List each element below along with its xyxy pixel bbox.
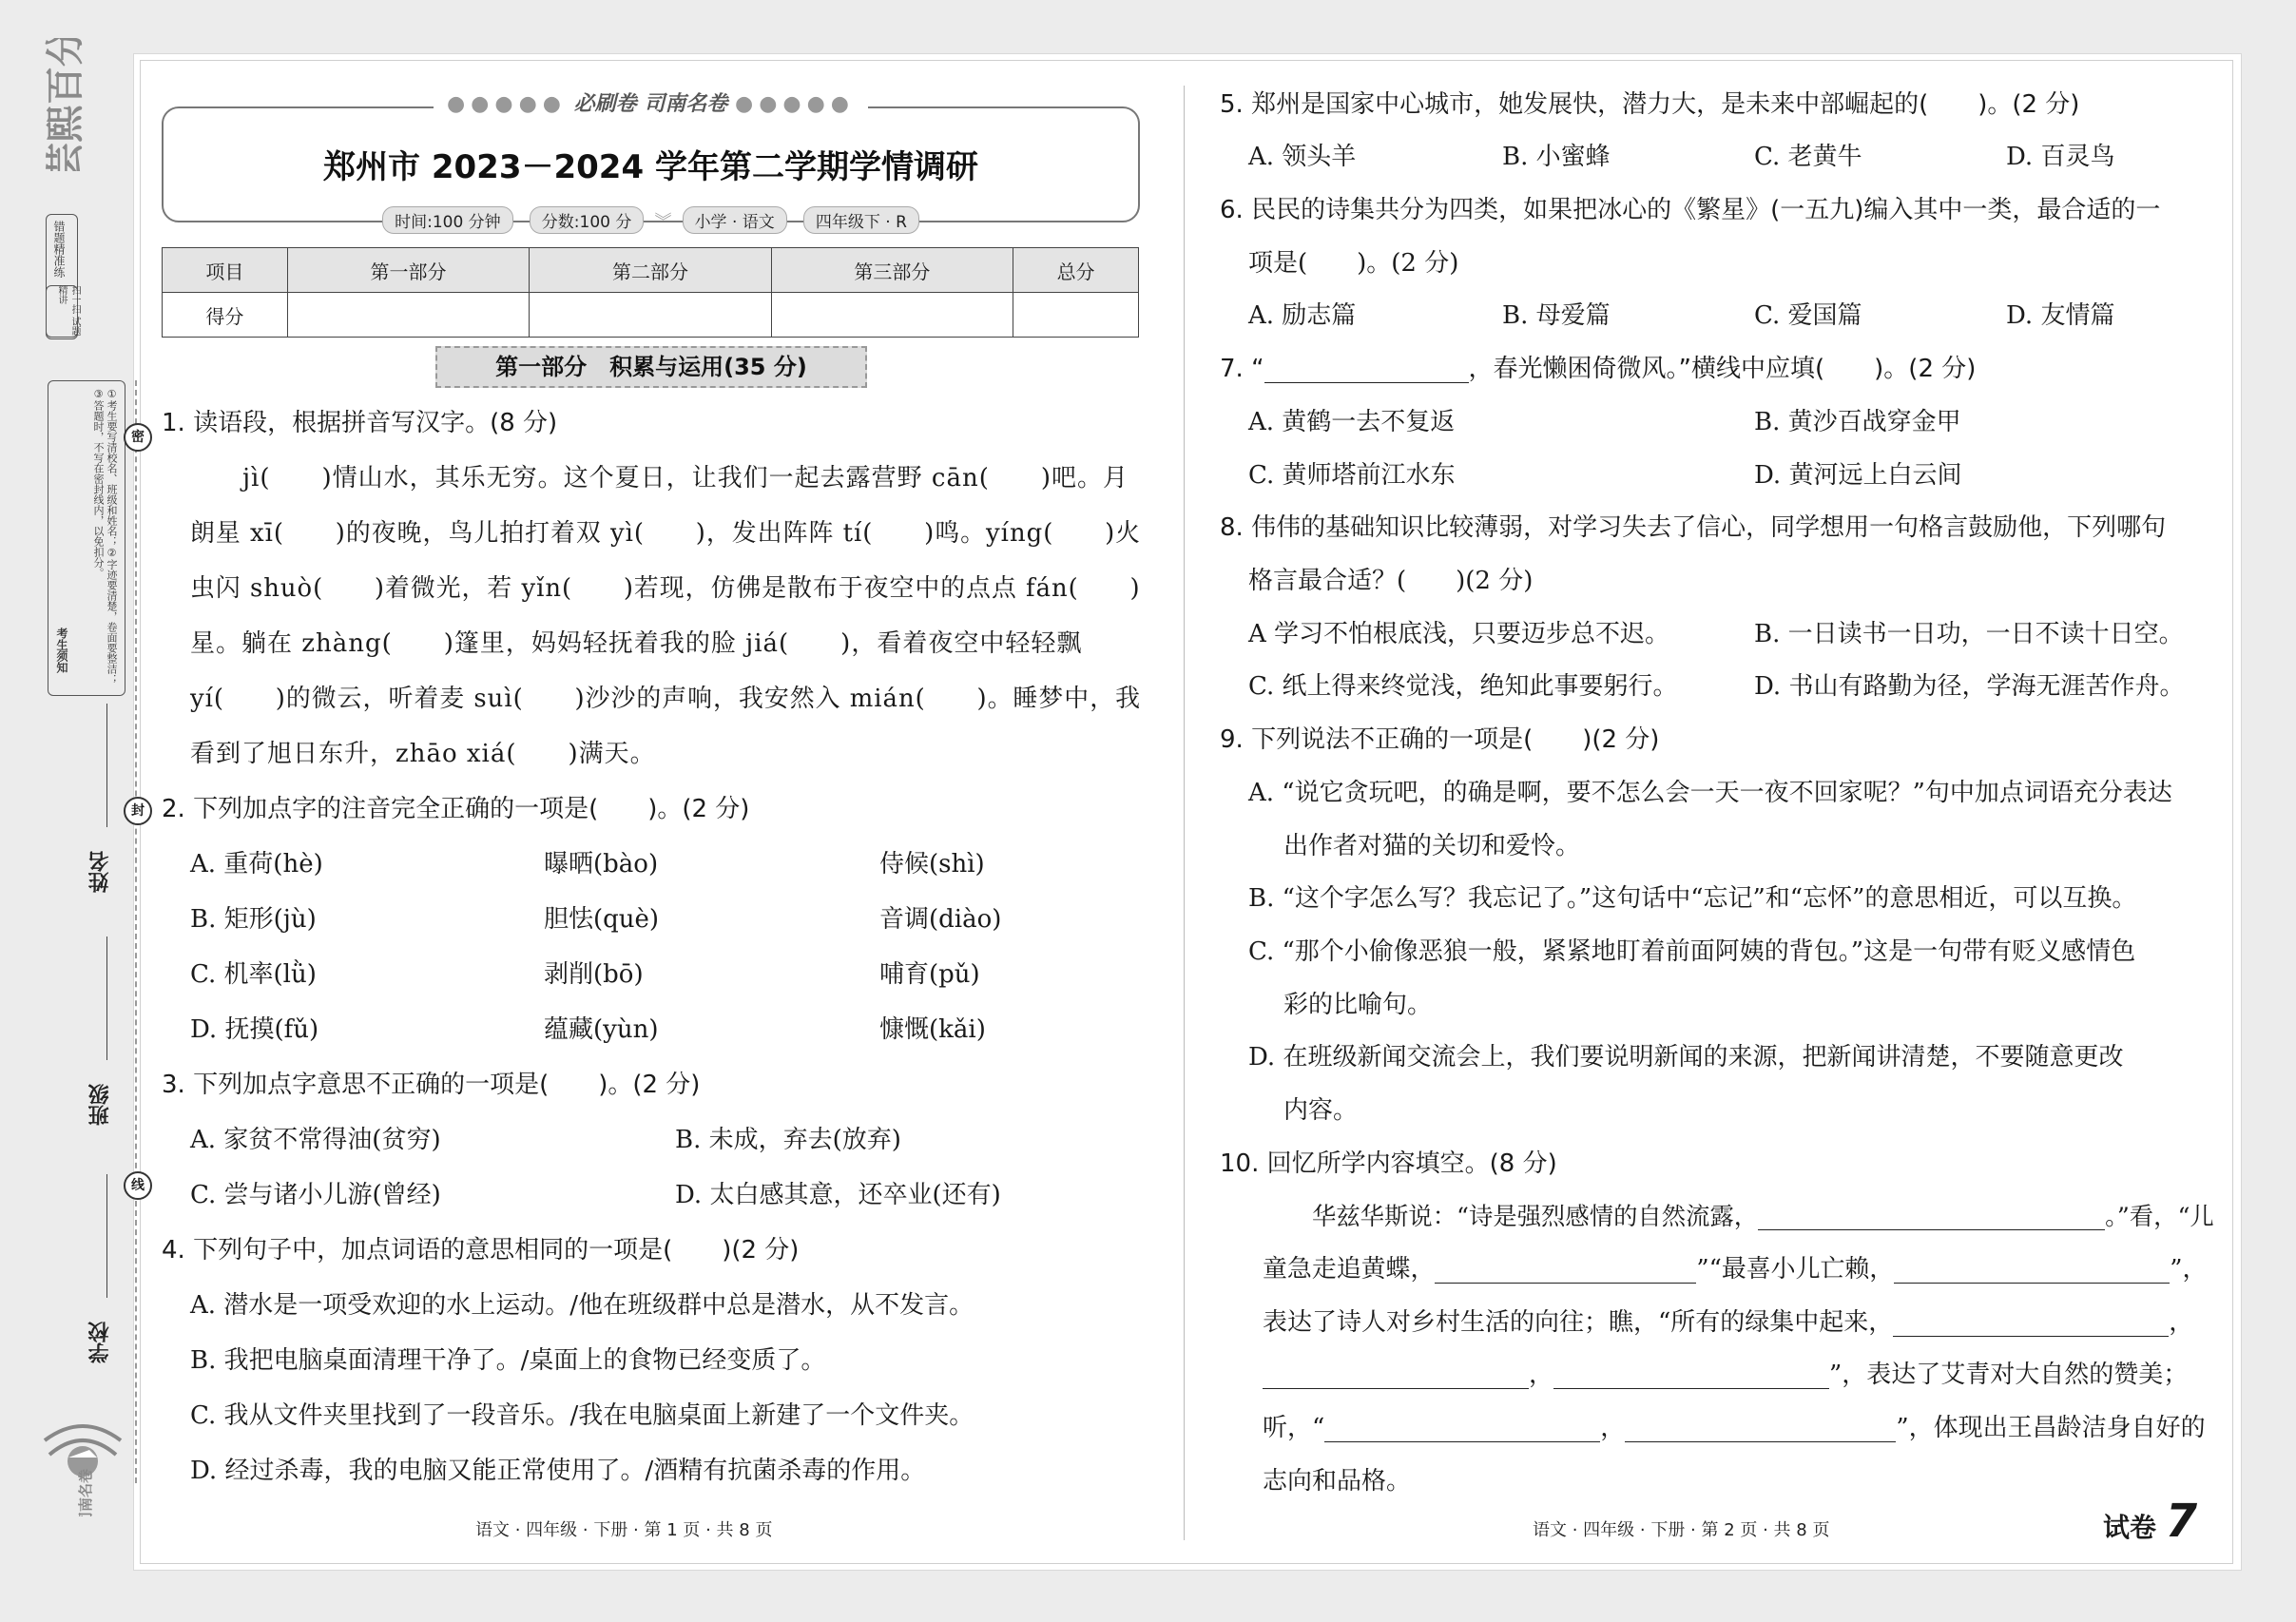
table-header: 项目: [163, 248, 288, 293]
question-10: 10. 回忆所学内容填空。(8 分): [1220, 1149, 1557, 1178]
q6-option: C. 爱国篇: [1754, 301, 1862, 330]
table-header: 第三部分: [771, 248, 1013, 293]
q6-option: B. 母爱篇: [1502, 301, 1611, 330]
brand-logo-label: 司南名卷: [644, 92, 728, 116]
school-label: 学校: [88, 1322, 112, 1363]
question-9: 9. 下列说法不正确的一项是( )(2 分): [1220, 725, 1660, 754]
column-divider: [1184, 86, 1185, 1540]
seal-line: [135, 380, 137, 1483]
q5-option: A. 领头羊: [1248, 143, 1357, 171]
q3-option-a: A. 家贫不常得油(贫穷): [190, 1126, 441, 1154]
q5-option: D. 百灵鸟: [2006, 143, 2115, 171]
class-label: 班级: [88, 1084, 112, 1126]
class-line: [106, 937, 107, 1060]
score-pill: 分数:100 分: [530, 206, 645, 234]
footer-page-2: 语文 · 四年级 · 下册 · 第 2 页 · 共 8 页: [1533, 1520, 1830, 1540]
seal-mark-feng: 封: [124, 797, 152, 825]
school-line: [106, 1174, 107, 1298]
seal-mark-xian: 线: [124, 1171, 152, 1200]
q10-text: ，: [1600, 1414, 1626, 1442]
q5-option: B. 小蜜蜂: [1502, 143, 1611, 171]
q10-line-1: [1312, 1202, 2214, 1230]
q10-blank-8[interactable]: [1625, 1417, 1896, 1442]
q2-option: 慷慨(kǎi): [879, 1015, 986, 1044]
q10-text: ”“最喜小儿亡赖，: [1696, 1255, 1895, 1284]
q8-option-d: D. 书山有路勤为径，学海无涯苦作舟。: [1754, 672, 2185, 701]
q8-option-a: A 学习不怕根底浅，只要迈步总不迟。: [1248, 620, 1670, 648]
q7-option-c: C. 黄师塔前江水东: [1248, 461, 1456, 490]
q9-option-c-cont: 彩的比喻句。: [1283, 991, 1433, 1019]
q10-line-3: [1263, 1308, 2193, 1337]
q6-option: D. 友情篇: [2006, 301, 2115, 330]
score-cell[interactable]: [771, 293, 1013, 338]
q1-line-1: jì( )情山水，其乐无穷。这个夏日，让我们一起去露营野 cān( )吧。月: [242, 464, 1129, 492]
question-8: 8. 伟伟的基础知识比较薄弱，对学习失去了信心，同学想用一句格言鼓励他，下列哪句: [1220, 513, 2167, 542]
q9-option-d-cont: 内容。: [1283, 1096, 1359, 1125]
question-2: 2. 下列加点字的注音完全正确的一项是( )。(2 分): [162, 795, 750, 823]
q9-option-d: D. 在班级新闻交流会上，我们要说明新闻的来源，把新闻讲清楚，不要随意更改: [1248, 1043, 2124, 1072]
table-row-label: 得分: [163, 293, 288, 338]
paper-label: 试卷: [2103, 1512, 2157, 1543]
subject-pill: 小学 · 语文: [683, 206, 787, 234]
q10-text: ”，表达了艾青对大自然的赞美；: [1829, 1361, 2189, 1389]
q4-option-a: A. 潜水是一项受欢迎的水上运动。/他在班级群中总是潜水，从不发言。: [190, 1291, 974, 1320]
q2-option: 剥削(bō): [544, 960, 644, 989]
q10-blank-1[interactable]: [1758, 1205, 2105, 1230]
question-1: 1. 读语段，根据拼音写汉字。(8 分): [162, 409, 558, 437]
q10-text: ，: [2169, 1308, 2194, 1337]
q8-option-c: C. 纸上得来终觉浅，绝知此事要躬行。: [1248, 672, 1678, 701]
footer-page-1: 语文 · 四年级 · 下册 · 第 1 页 · 共 8 页: [475, 1520, 773, 1540]
q10-blank-7[interactable]: [1324, 1417, 1600, 1442]
header-banner: ●●●●● 必刷卷 司南名卷 ●●●●●: [164, 87, 1138, 117]
notice-text: ①考生要写清校名、班级和姓名；②字迹要清楚，卷面要整洁；③答题时，不写在密封线内，以免扣分。: [92, 388, 118, 685]
question-6-cont: 项是( )。(2 分): [1248, 249, 1459, 278]
q7-prefix: 7. “: [1220, 355, 1264, 383]
table-header: 第一部分: [287, 248, 529, 293]
q9-option-c: C. “那个小偷像恶狼一般，紧紧地盯着前面阿姨的背包。”这是一句带有贬义感情色: [1248, 937, 2136, 966]
q10-line-4: [1263, 1361, 2188, 1389]
score-cell[interactable]: [1013, 293, 1139, 338]
time-pill: 时间:100 分钟: [382, 206, 513, 234]
score-cell[interactable]: [287, 293, 529, 338]
q2-option: D. 抚摸(fǔ): [190, 1015, 319, 1044]
q10-text: 童急走追黄蝶，: [1263, 1255, 1436, 1284]
q10-text: 表达了诗人对乡村生活的向往；瞧，“所有的绿集中起来，: [1263, 1308, 1894, 1337]
q10-text: 华兹华斯说：“诗是强烈感情的自然流露，: [1312, 1202, 1759, 1230]
q10-blank-4[interactable]: [1893, 1311, 2169, 1337]
q2-option: A. 重荷(hè): [190, 850, 323, 879]
exam-title: 郑州市 2023－2024 学年第二学期学情调研: [323, 148, 978, 186]
q7-option-b: B. 黄沙百战穿金甲: [1754, 408, 1961, 436]
q5-option: C. 老黄牛: [1754, 143, 1862, 171]
q7-option-a: A. 黄鹤一去不复返: [1248, 408, 1456, 436]
q9-option-a: A. “说它贪玩吧，的确是啊，要不怎么会一天一夜不回家呢？”句中加点词语充分表达: [1248, 779, 2172, 807]
chevron-icon: ︾: [654, 212, 672, 232]
brand-logo: [32, 38, 127, 171]
q10-text: ，: [1529, 1361, 1554, 1389]
table-header: 总分: [1013, 248, 1139, 293]
q2-option: 哺育(pǔ): [879, 960, 980, 989]
q2-option: 侍候(shì): [879, 850, 985, 879]
q3-option-c: C. 尝与诸小儿游(曾经): [190, 1181, 441, 1209]
q2-option: B. 矩形(jù): [190, 905, 317, 934]
qr-box-mistake-text: 错题精准练: [52, 221, 66, 278]
q10-text: 听，“: [1263, 1414, 1325, 1442]
score-cell[interactable]: [530, 293, 771, 338]
brand-text: 芸熙百分: [44, 38, 87, 171]
q10-blank-3[interactable]: [1894, 1258, 2170, 1284]
q7-suffix: ，春光懒困倚微风。”横线中应填( )。(2 分): [1468, 355, 1977, 383]
q4-option-d: D. 经过杀毒，我的电脑又能正常使用了。/酒精有抗菌杀毒的作用。: [190, 1457, 926, 1485]
q2-option: C. 机率(lǜ): [190, 960, 317, 989]
q4-option-c: C. 我从文件夹里找到了一段音乐。/我在电脑桌面上新建了一个文件夹。: [190, 1401, 974, 1430]
qr-box-scan-text: 扫一扫 试题精讲: [56, 285, 80, 337]
paper-number: [2103, 1495, 2197, 1548]
paper-no-value: 7: [2165, 1495, 2198, 1548]
q10-line-2: [1263, 1255, 2207, 1284]
q10-line-5: [1263, 1414, 2206, 1442]
seal-mark-mi: 密: [124, 423, 152, 452]
question-4: 4. 下列句子中，加点词语的意思相同的一项是( )(2 分): [162, 1236, 800, 1265]
publisher-logo: [40, 1402, 125, 1516]
q10-blank-5[interactable]: [1263, 1363, 1529, 1389]
exam-header: [162, 92, 1140, 232]
q1-line-6: 看到了旭日东升，zhāo xiá( )满天。: [190, 740, 656, 768]
score-table: [162, 247, 1139, 338]
q2-option: 音调(diào): [879, 905, 1002, 934]
q6-option: A. 励志篇: [1248, 301, 1357, 330]
exam-meta: [164, 206, 1138, 234]
q10-blank-6[interactable]: [1553, 1363, 1829, 1389]
q8-option-b: B. 一日读书一日功，一日不读十日空。: [1754, 620, 2184, 648]
q9-option-b: B. “这个字怎么写？我忘记了。”这句话中“忘记”和“忘怀”的意思相近，可以互换。: [1248, 884, 2137, 913]
name-label: 姓名: [88, 851, 112, 893]
question-5: 5. 郑州是国家中心城市，她发展快，潜力大，是未来中部崛起的( )。(2 分): [1220, 90, 2080, 119]
question-8-cont: 格言最合适？( )(2 分): [1248, 567, 1534, 595]
q10-text: ”，体现出王昌龄洁身自好的: [1896, 1414, 2206, 1442]
question-6: 6. 民民的诗集共分为四类，如果把冰心的《繁星》(一五九)编入其中一类，最合适的一: [1220, 196, 2161, 224]
section-title: 第一部分 积累与运用(35 分): [435, 346, 867, 388]
q1-line-2: 朗星 xī( )的夜晚，鸟儿拍打着双 yì( )，发出阵阵 tí( )鸣。yíng( )火: [190, 519, 1142, 548]
q2-option: 曝晒(bào): [544, 850, 659, 879]
q2-option: 胆怯(què): [544, 905, 660, 934]
q10-text: ”，: [2170, 1255, 2208, 1284]
name-line: [106, 704, 107, 827]
question-3: 3. 下列加点字意思不正确的一项是( )。(2 分): [162, 1071, 701, 1099]
q4-option-b: B. 我把电脑桌面清理干净了。/桌面上的食物已经变质了。: [190, 1346, 826, 1375]
q10-line-6: 志向和品格。: [1263, 1467, 1412, 1496]
q10-text: 。”看，“儿: [2105, 1202, 2214, 1230]
q7-option-d: D. 黄河远上白云间: [1754, 461, 1962, 490]
q7-blank[interactable]: [1264, 357, 1469, 383]
q9-option-a-cont: 出作者对猫的关切和爱怜。: [1283, 832, 1581, 860]
q3-option-d: D. 太白感其意，还卒业(还有): [675, 1181, 1001, 1209]
grade-pill: 四年级下 · R: [803, 206, 919, 234]
notice-title: 考生须知: [55, 628, 68, 673]
q1-line-5: yí( )的微云，听着麦 suì( )沙沙的声响，我安然入 mián( )。睡梦中，我: [190, 685, 1141, 713]
q1-line-4: 星。躺在 zhàng( )篷里，妈妈轻抚着我的脸 jiá( )，看着夜空中轻轻飘: [190, 629, 1083, 658]
q1-line-3: 虫闪 shuò( )着微光，若 yǐn( )若现，仿佛是散布于夜空中的点点 fán( ): [190, 574, 1141, 603]
q2-option: 蕴藏(yùn): [544, 1015, 659, 1044]
publisher-logo-text: 司南名卷: [77, 1468, 94, 1516]
brand-top-label: 必刷卷: [573, 92, 637, 116]
q3-option-b: B. 未成，弃去(放弃): [675, 1126, 901, 1154]
table-header: 第二部分: [530, 248, 771, 293]
q10-blank-2[interactable]: [1435, 1258, 1696, 1284]
question-7: [1220, 355, 1976, 383]
